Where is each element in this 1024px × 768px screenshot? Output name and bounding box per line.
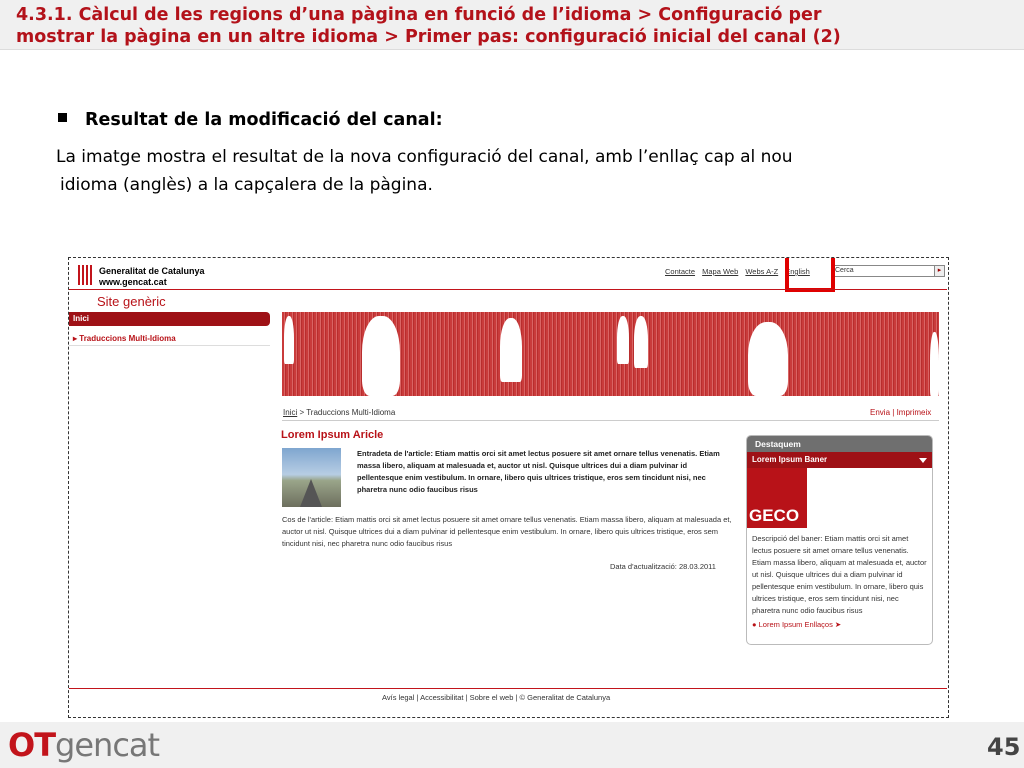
body-text-line-2: idioma (anglès) a la capçalera de la pàgina. [60,175,433,195]
slide-title-line-1: 4.3.1. Càlcul de les regions d’una pàgina en funció de l’idioma > Configuració per [16,5,822,25]
breadcrumb-current: Traduccions Multi-Idioma [306,408,396,417]
bullet-heading-text: Resultat de la modificació del canal: [85,110,443,130]
footer-avis-legal[interactable]: Avís legal [382,693,415,702]
footer-sobre-web[interactable]: Sobre el web [469,693,514,702]
actions-separator: | [892,408,895,417]
page-number: 45 [987,733,1021,761]
logo-ot: OT [8,726,56,764]
body-text [56,143,956,199]
header-banner-image [282,312,939,396]
top-link-webs-az[interactable]: Webs A-Z [745,267,779,276]
footer-separator-2: | [465,693,468,702]
chevron-down-icon [919,458,927,463]
footer-divider [69,688,947,689]
breadcrumb-separator: > [299,408,305,417]
footer-copyright: © Generalitat de Catalunya [519,693,611,702]
breadcrumb-home[interactable]: Inici [283,408,298,417]
destaquem-description: Descripció del baner: Etiam mattis orci sit amet lectus posuere sit amet ornare tellus venenatis. Etiam massa libero, aliquam at malesuada et, auctor ut nisl. Quisque ultrices dui a diam pulvinar id pellentesque enim vestibulum. In ornare, libero quis ultrices tristique, eros sem tincidunt nisi, nec pharetra nunc odio faucibus risus [752,534,927,615]
article-body: Cos de l'article: Etiam mattis orci sit amet lectus posuere sit amet ornare tellus venenatis. Etiam massa libero, aliquam at malesuada et, auctor ut nisl. Quisque ultrices dui a diam pulvinar id pellentesque enim vestibulum. In ornare, libero quis ultrices tristique, eros sem tincidunt nisi, nec pharetra nunc odio faucibus risus [282,515,732,548]
geco-logo: GECO [747,468,807,528]
header-divider [69,289,947,290]
top-link-english[interactable]: English [785,267,810,276]
imprimeix-link[interactable]: Imprimeix [896,408,932,417]
nav-item-inici[interactable]: Inici [69,312,270,326]
site-name: Site genèric [97,294,166,309]
org-name-line-1: Generalitat de Catalunya [99,266,205,276]
footer-accessibilitat[interactable]: Accessibilitat [420,693,464,702]
top-link-contacte[interactable]: Contacte [665,267,696,276]
slide-title-line-2: mostrar la pàgina en un altre idioma > Primer pas: configuració inicial del canal (2) [16,27,841,47]
search-input[interactable]: Cerca [832,265,937,277]
breadcrumb-divider [282,420,939,421]
article-lead: Entradeta de l'article: Etiam mattis orci sit amet lectus posuere sit amet ornare tellus venenatis. Etiam massa libero, aliquam at malesuada et, auctor ut nisl. Quisque ultrices dui a diam pulvinar id pellentesque enim vestibulum. In ornare, libero quis ultrices tristique, eros sem tincidunt nisi, nec pharetra nunc odio faucibus risus [357,449,720,494]
slide-title-bar [0,0,1024,50]
org-name [99,266,205,288]
search-go-icon[interactable]: ▸ [934,265,945,277]
page-actions [870,408,931,417]
article-title: Lorem Ipsum Aricle [281,429,384,441]
article-date: Data d'actualització: 28.03.2011 [610,562,716,571]
geco-banner[interactable] [747,468,932,528]
website-screenshot [68,257,949,718]
site-footer [382,693,610,702]
top-link-mapa-web[interactable]: Mapa Web [702,267,739,276]
article-image [282,448,341,507]
destaquem-link-label: Lorem Ipsum Enllaços [758,620,833,629]
destaquem-panel [746,435,933,645]
body-text-line-1: La imatge mostra el resultat de la nova configuració del canal, amb l’enllaç cap al nou [56,147,793,167]
destaquem-heading: Destaquem [747,436,932,452]
bullet-heading [58,110,443,130]
footer-separator-3: | [515,693,518,702]
generalitat-logo-icon [78,265,94,285]
footer-separator-1: | [416,693,419,702]
nav-item-traduccions-label: Traduccions Multi-Idioma [79,334,176,343]
nav-item-traduccions[interactable]: ▸ Traduccions Multi-Idioma [69,332,270,346]
org-name-line-2: www.gencat.cat [99,277,167,287]
destaquem-baner-label: Lorem Ipsum Baner [752,455,828,464]
envia-link[interactable]: Envia [870,408,891,417]
logo-gencat: gencat [55,726,160,764]
breadcrumb [283,408,395,417]
destaquem-baner-title[interactable] [747,452,932,468]
english-link-highlight [785,257,835,292]
bullet-square-icon [58,113,67,122]
otgencat-logo [8,726,159,764]
destaquem-link[interactable]: ● Lorem Ipsum Enllaços ➤ [752,620,842,629]
